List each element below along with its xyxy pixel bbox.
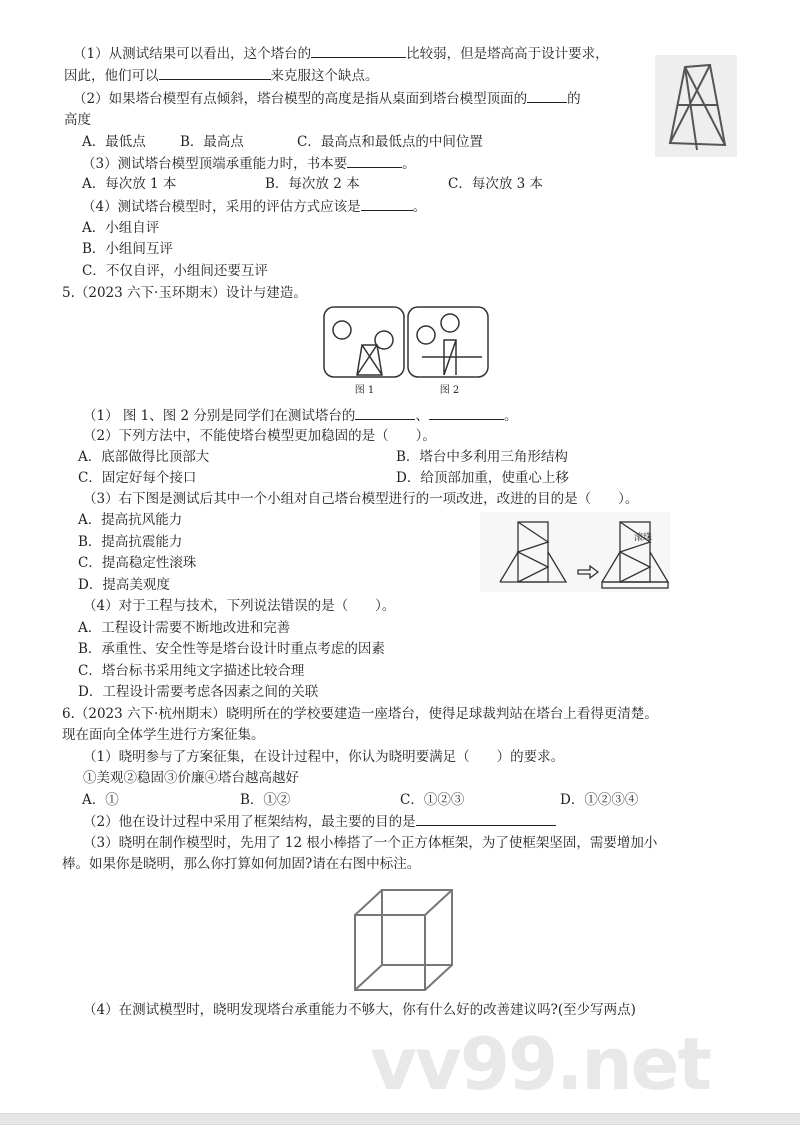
q6-part3-line2: 棒。如果你是晓明，那么你打算如何加固?请在右图中标注。 [62,856,421,872]
text: （4）测试塔台模型时，采用的评估方式应该是 [82,199,361,215]
option-a[interactable]: A．最低点 [82,134,146,150]
text: 。 [402,156,416,172]
option-a[interactable]: A．底部做得比顶部大 [78,449,210,465]
option-b[interactable]: B．承重性、安全性等是塔台设计时重点考虑的因素 [78,641,385,657]
ball-bearing-label: 滚珠 [634,533,653,543]
q4-part4 [82,197,426,216]
option-c[interactable]: C．每次放 3 本 [448,176,544,192]
option-c[interactable]: C．塔台标书采用纯文字描述比较合理 [78,663,305,679]
watermark: vv99.net [370,1022,710,1106]
option-c[interactable]: C．①②③ [400,792,465,808]
tower-before-after-drawing [480,512,670,592]
text: 的 [567,91,581,107]
q6-part4: （4）在测试模型时，晓明发现塔台承重能力不够大，你有什么好的改善建议吗?(至少写两点) [83,1002,636,1018]
answer-blank[interactable] [527,89,567,103]
page-separator [0,1113,800,1125]
q5-figures [322,305,492,397]
option-a[interactable]: A．① [82,792,119,808]
q4-part1-line1 [73,44,609,63]
option-b[interactable]: B．提高抗震能力 [78,534,183,550]
q5-part2: （2）下列方法中，不能使塔台模型更加稳固的是（ ）。 [83,428,436,444]
figure-1-caption: 图 1 [354,385,375,396]
tower-model-image [655,55,737,157]
option-a[interactable]: A．提高抗风能力 [78,512,183,528]
option-c[interactable]: C．提高稳定性滚珠 [78,555,197,571]
cube-frame-diagram[interactable] [350,885,460,995]
option-a[interactable]: A．小组自评 [82,220,160,236]
option-c[interactable]: C．最高点和最低点的中间位置 [297,134,483,150]
answer-blank[interactable] [355,406,415,420]
q4-part2-line2: 高度 [64,112,91,128]
q6-part1: （1）晓明参与了方案征集，在设计过程中，你认为晓明要满足（ ）的要求。 [83,749,565,765]
text: 。 [503,408,518,424]
q4-part2-line1 [73,89,581,108]
option-d[interactable]: D．①②③④ [560,792,639,808]
q6-part2 [83,812,556,831]
q5-title: 5.（2023 六下·玉环期末）设计与建造。 [62,285,307,301]
text: （1） 图 1、图 2 分别是同学们在测试塔台的 [83,408,356,424]
option-c[interactable]: C．固定好每个接口 [78,470,197,486]
answer-blank[interactable] [311,44,406,58]
q5-part3: （3）右下图是测试后其中一个小组对自己塔台模型进行的一项改进，改进的目的是（ ）。 [83,491,639,507]
text: （1）从测试结果可以看出，这个塔台的 [73,46,312,62]
q6-title: 6.（2023 六下·杭州期末）晓明所在的学校要建造一座塔台，使得足球裁判站在塔台上看得更清楚。 [62,706,658,722]
students-testing-tower-illustration [322,305,492,380]
option-b[interactable]: B．塔台中多利用三角形结构 [396,449,568,465]
option-b[interactable]: B．每次放 2 本 [265,176,360,192]
q6-title-cont: 现在面向全体学生进行方案征集。 [62,727,265,743]
q5-part1 [83,406,517,425]
option-a[interactable]: A．工程设计需要不断地改进和完善 [78,620,291,636]
q4-part1-line2 [64,66,379,85]
option-d[interactable]: D．给顶部加重，使重心上移 [396,470,569,486]
answer-blank[interactable] [347,154,402,168]
option-b[interactable]: B．①② [240,792,291,808]
q6-part3-line1: （3）晓明在制作模型时，先用了 12 根小棒搭了一个正方体框架，为了使框架坚固，需要增加小 [83,835,658,851]
text: 比较弱，但是塔高高于设计要求， [406,46,609,62]
text: （3）测试塔台模型顶端承重能力时，书本要 [82,156,348,172]
option-b[interactable]: B．最高点 [180,134,244,150]
text: 因此，他们可以 [64,68,159,84]
option-b[interactable]: B．小组间互评 [82,241,173,257]
text: （2）他在设计过程中采用了框架结构，最主要的目的是 [83,814,416,830]
q4-part3 [82,154,416,173]
answer-blank[interactable] [429,406,504,420]
tower-improvement-diagram [480,512,670,592]
text: 。 [412,199,427,215]
option-a[interactable]: A．每次放 1 本 [82,176,177,192]
cube-wireframe [350,885,460,995]
option-c[interactable]: C．不仅自评，小组间还要互评 [82,263,268,279]
tower-photo [655,55,737,157]
answer-blank[interactable] [416,812,556,826]
q6-part1-items: ①美观②稳固③价廉④塔台越高越好 [83,770,299,786]
text: 来克服这个缺点。 [270,68,379,84]
option-d[interactable]: D．提高美观度 [78,577,170,593]
q5-part4: （4）对于工程与技术，下列说法错误的是（ ）。 [83,598,396,614]
text: 、 [415,408,429,424]
answer-blank[interactable] [361,197,413,211]
answer-blank[interactable] [159,66,271,80]
option-d[interactable]: D．工程设计需要考虑各因素之间的关联 [78,684,319,700]
text: （2）如果塔台模型有点倾斜，塔台模型的高度是指从桌面到塔台模型顶面的 [73,91,528,107]
figure-2-caption: 图 2 [439,385,460,396]
